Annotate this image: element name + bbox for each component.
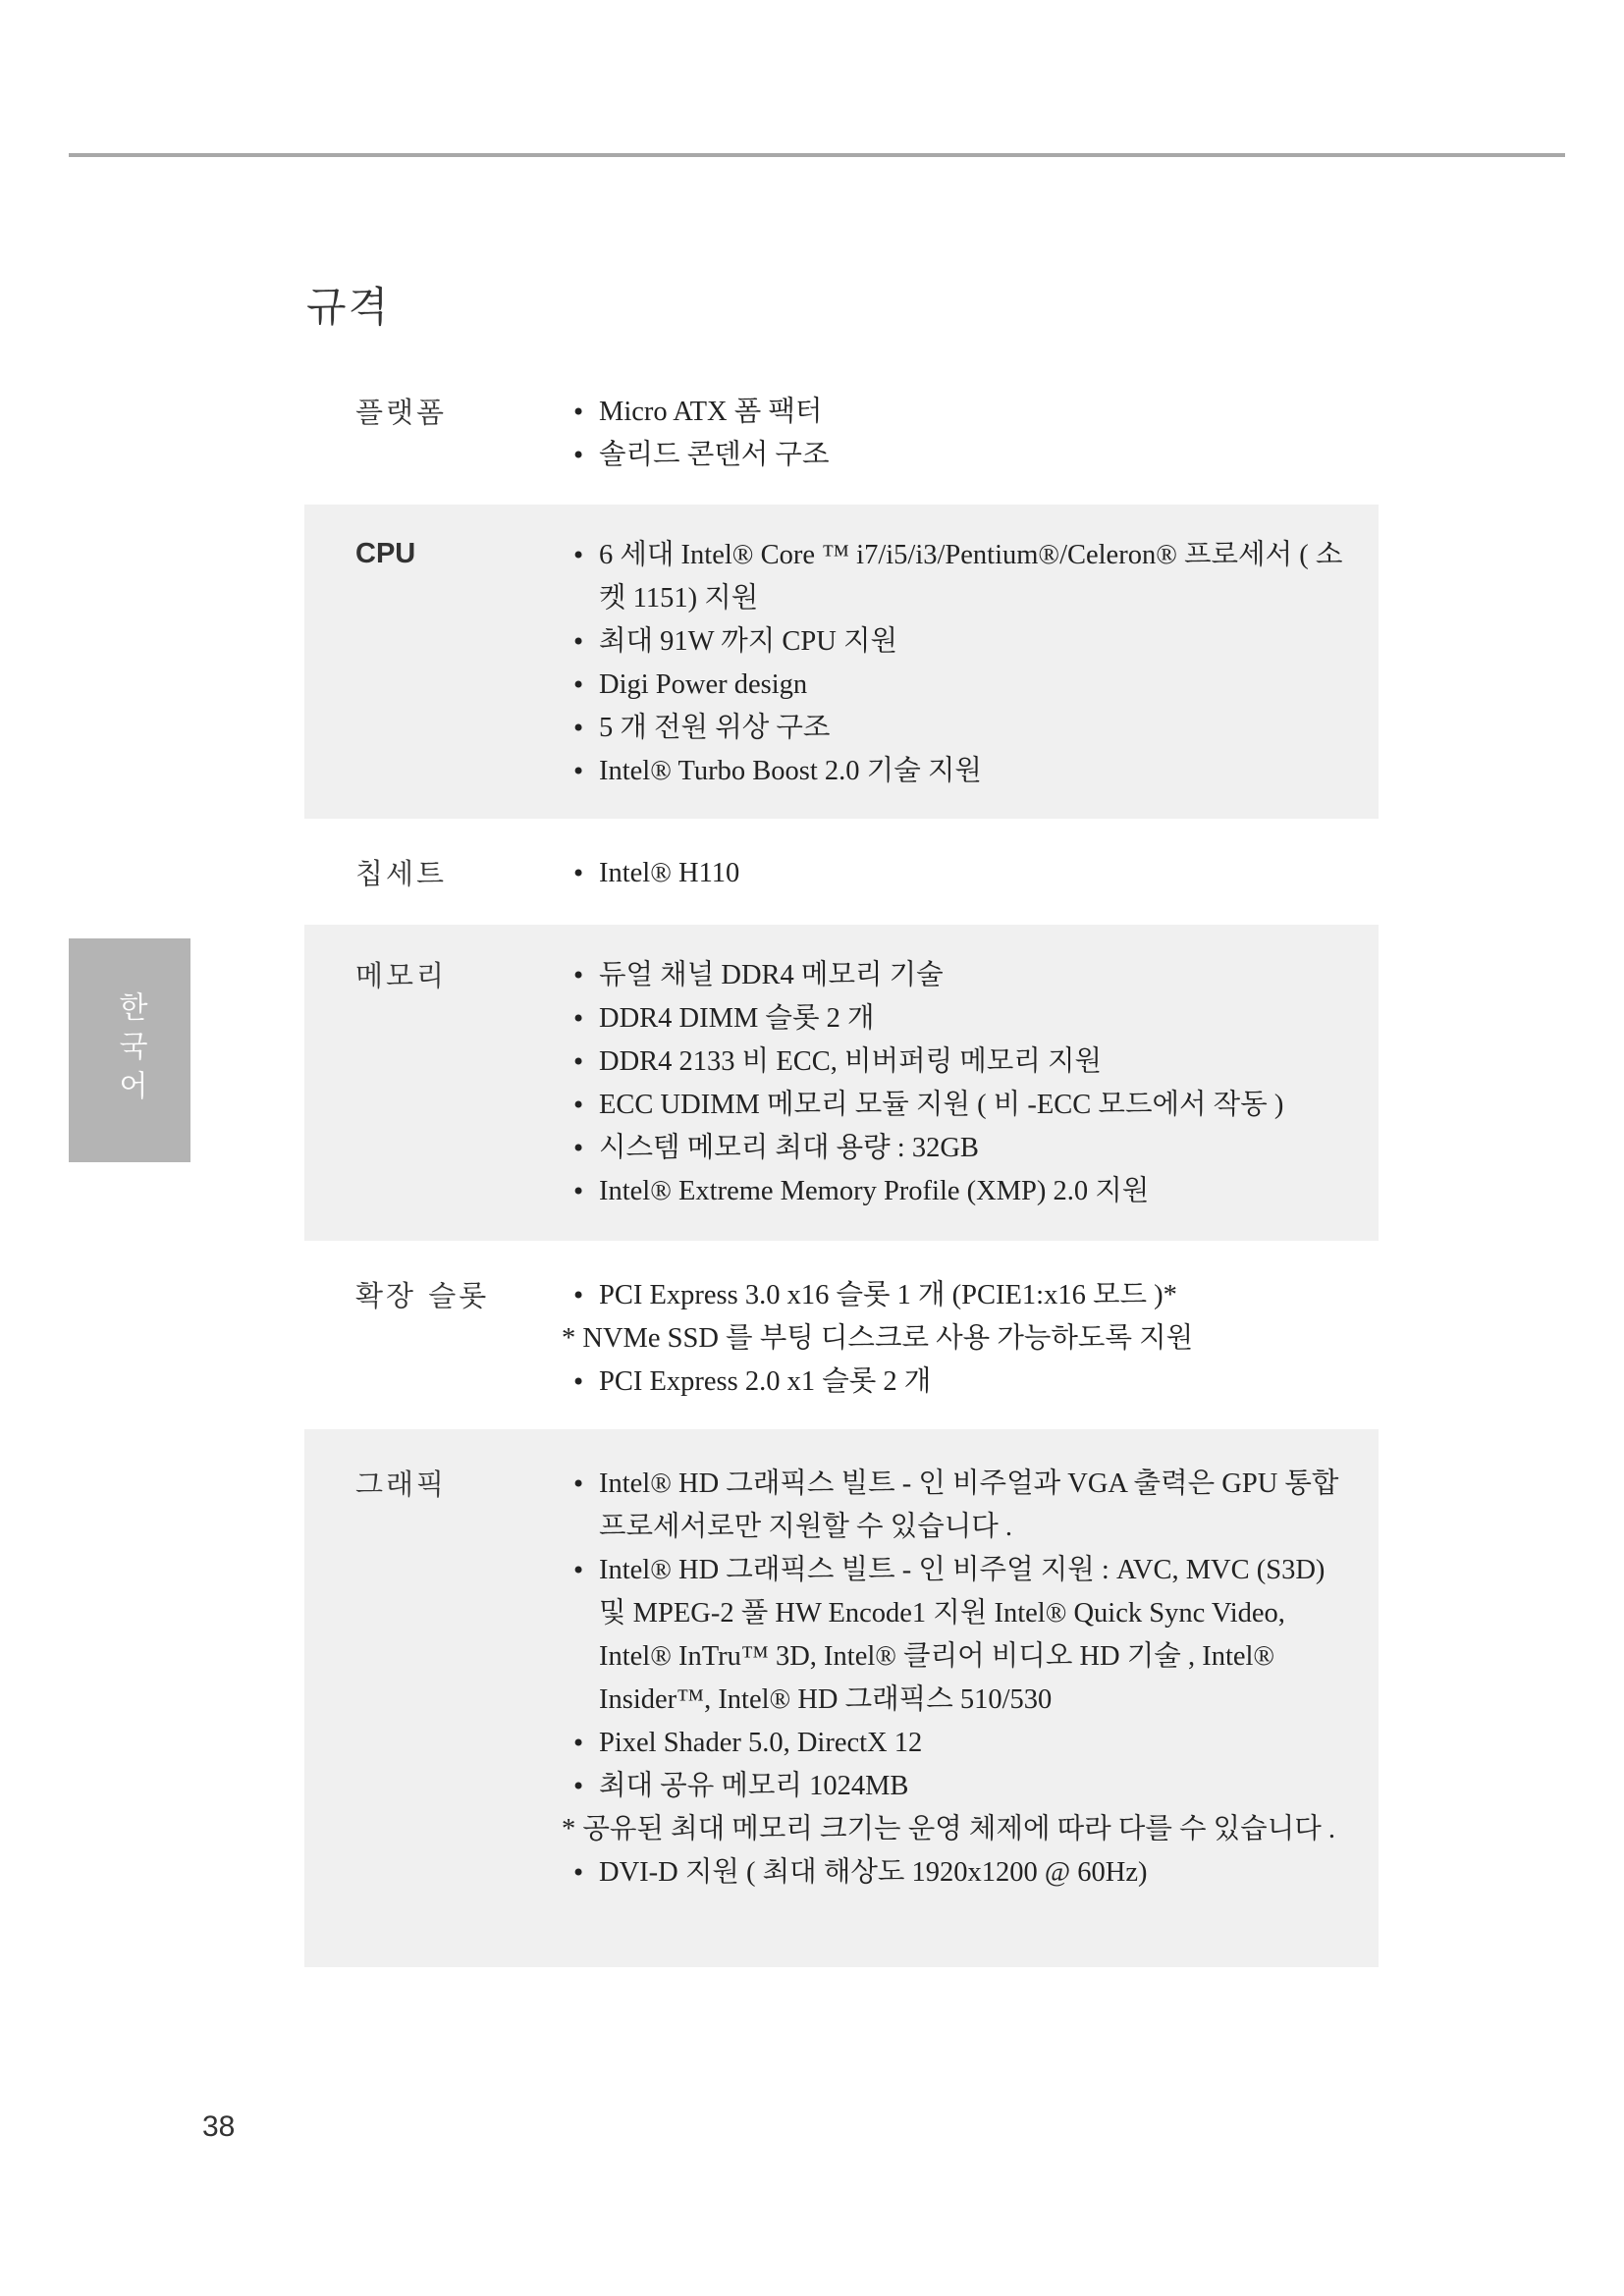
language-tab <box>69 938 190 1162</box>
list-item: • Intel® Extreme Memory Profile (XMP) 2.0 지원 <box>571 1170 1349 1213</box>
list-item: • DDR4 2133 비 ECC, 비버퍼링 메모리 지원 <box>571 1041 1349 1084</box>
footnote: * 공유된 최대 메모리 크기는 운영 체제에 따라 다를 수 있습니다 . <box>562 1814 1336 1844</box>
list-item: • Pixel Shader 5.0, DirectX 12 <box>571 1722 1349 1765</box>
spec-label-platform: 플랫폼 <box>355 396 448 429</box>
list-item: • 솔리드 콘덴서 구조 <box>571 434 1349 477</box>
spec-row-memory <box>304 925 1379 1241</box>
spec-items-chipset <box>571 852 1349 895</box>
spec-items-platform <box>571 391 1349 477</box>
section-title: 규격 <box>306 283 391 331</box>
list-item: • Intel® HD 그래픽스 빌트 - 인 비주얼 지원 : AVC, MVC (S3D) 및 MPEG-2 풀 HW Encode1 지원 Intel® Quick Sync Video, Intel® InTru™ 3D, Intel® 클리어 비디오 HD 기술 , Intel® Insider™, Intel® HD 그래픽스 510/530 <box>571 1549 1349 1722</box>
spec-row-platform <box>304 377 1379 499</box>
spec-row-cpu <box>304 505 1379 819</box>
spec-items-cpu <box>571 534 1349 793</box>
spec-label-expansion: 확장 슬롯 <box>355 1279 490 1312</box>
spec-label-graphics: 그래픽 <box>355 1468 448 1501</box>
spec-row-graphics <box>304 1429 1379 1967</box>
spec-items-memory <box>571 954 1349 1213</box>
footnote: * NVMe SSD 를 부팅 디스크로 사용 가능하도록 지원 <box>562 1323 1194 1354</box>
list-item: • 최대 공유 메모리 1024MB <box>571 1765 1349 1808</box>
list-item: • ECC UDIMM 메모리 모듈 지원 ( 비 -ECC 모드에서 작동 ) <box>571 1084 1349 1127</box>
list-item: • Intel® H110 <box>571 852 1349 895</box>
list-item: • PCI Express 3.0 x16 슬롯 1 개 (PCIE1:x16 모드 )* <box>571 1274 1349 1317</box>
list-item: • 듀얼 채널 DDR4 메모리 기술 <box>571 954 1349 997</box>
list-item: • Micro ATX 폼 팩터 <box>571 391 1349 434</box>
spec-label-memory: 메모리 <box>355 959 448 992</box>
page-number: 38 <box>202 2110 236 2143</box>
list-item: • DVI-D 지원 ( 최대 해상도 1920x1200 @ 60Hz) <box>571 1851 1349 1895</box>
list-item: • Digi Power design <box>571 664 1349 707</box>
list-item: • 최대 91W 까지 CPU 지원 <box>571 620 1349 664</box>
spec-items-expansion <box>562 1274 1349 1404</box>
spec-row-chipset <box>304 825 1379 919</box>
list-item: • 5 개 전원 위상 구조 <box>571 707 1349 750</box>
top-rule <box>69 153 1565 157</box>
list-item: • PCI Express 2.0 x1 슬롯 2 개 <box>571 1361 1349 1404</box>
spec-label-chipset: 칩세트 <box>355 857 448 890</box>
list-item: • Intel® HD 그래픽스 빌트 - 인 비주얼과 VGA 출력은 GPU 통합 프로세서로만 지원할 수 있습니다 . <box>571 1463 1349 1549</box>
spec-label-cpu: CPU <box>355 538 416 569</box>
list-item: • 시스템 메모리 최대 용량 : 32GB <box>571 1127 1349 1170</box>
list-item: • DDR4 DIMM 슬롯 2 개 <box>571 997 1349 1041</box>
spec-items-graphics <box>562 1463 1349 1895</box>
list-item: • Intel® Turbo Boost 2.0 기술 지원 <box>571 750 1349 793</box>
spec-row-expansion <box>304 1247 1379 1423</box>
language-tab-label: 한국어 <box>113 991 147 1109</box>
list-item: • 6 세대 Intel® Core ™ i7/i5/i3/Pentium®/Celeron® 프로세서 ( 소켓 1151) 지원 <box>571 534 1349 620</box>
